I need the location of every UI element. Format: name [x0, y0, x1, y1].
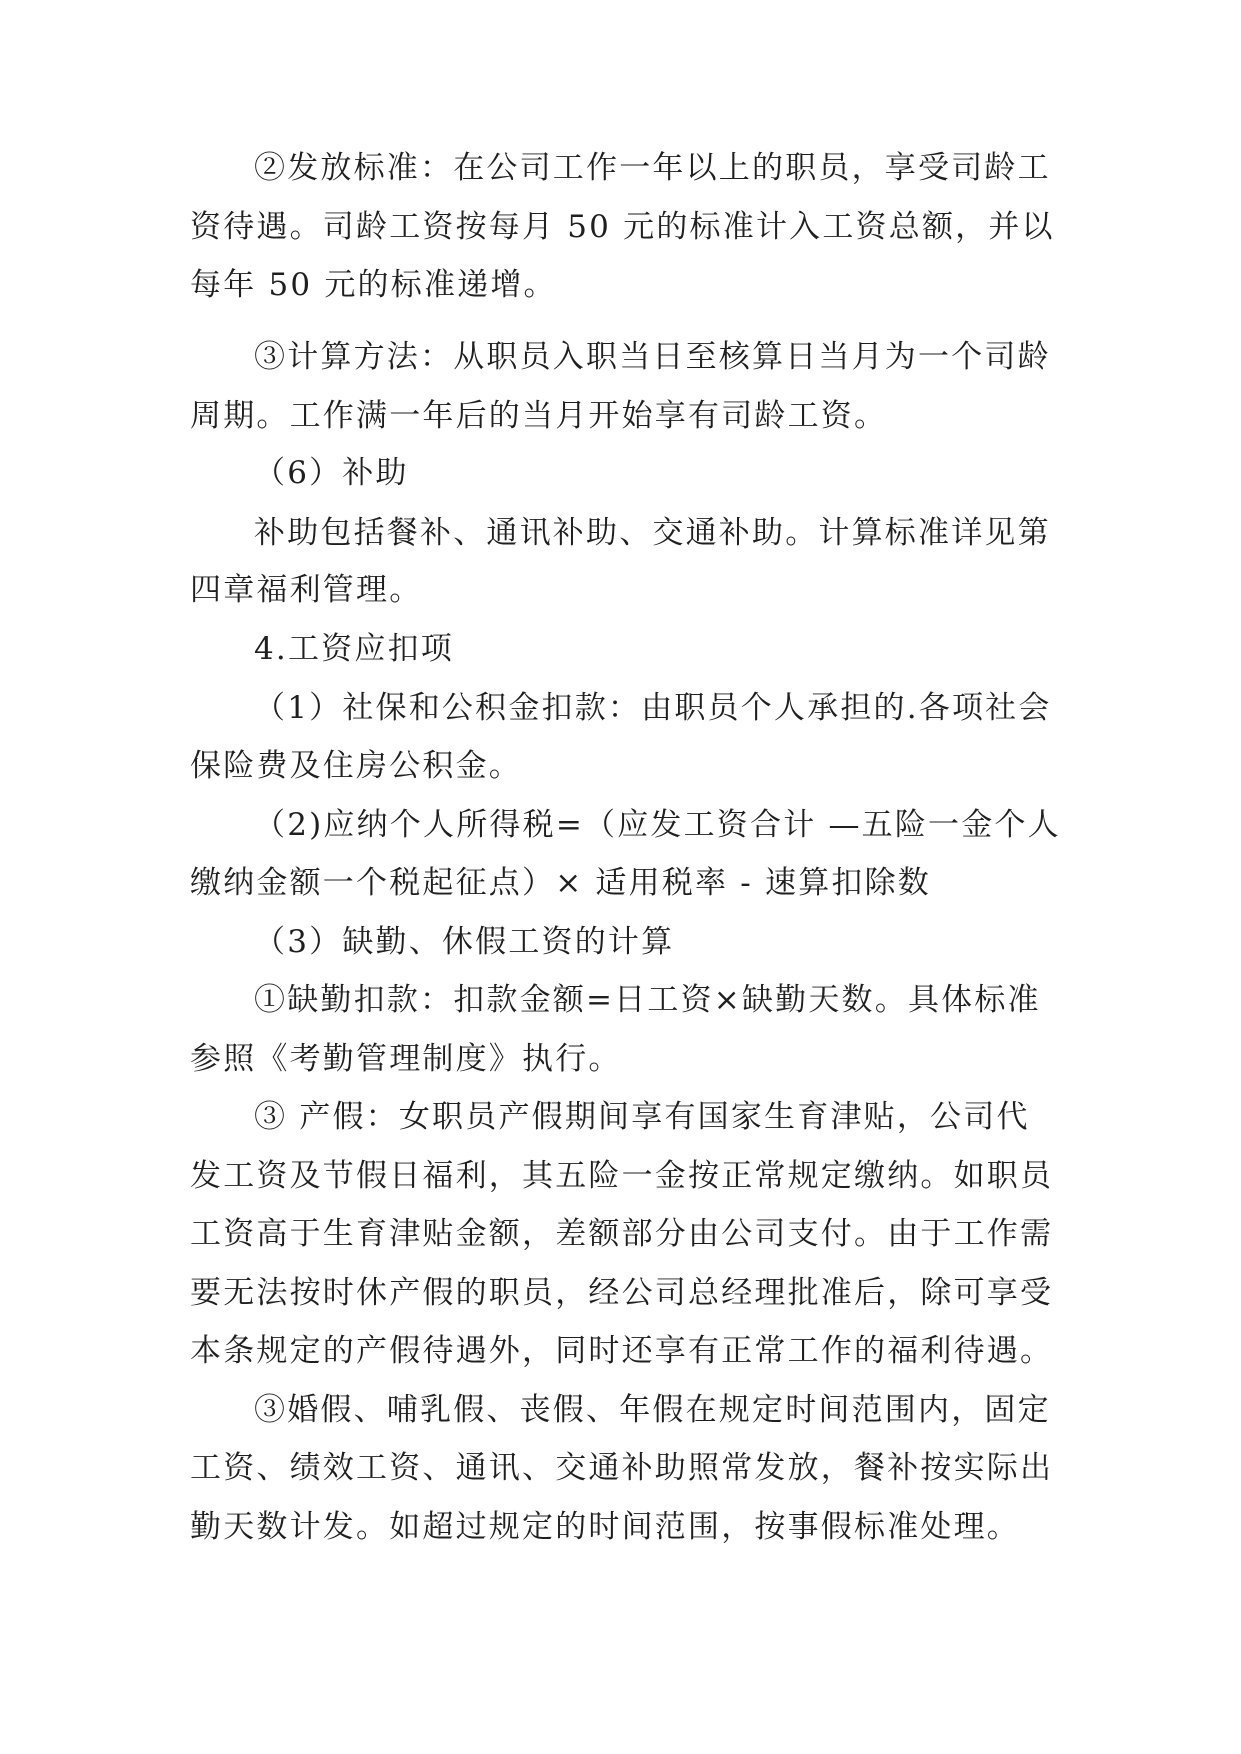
paragraph-line: ②发放标准：在公司工作一年以上的职员，享受司龄工 [254, 150, 1051, 186]
paragraph-line: 四章福利管理。 [190, 572, 423, 608]
paragraph-line: ③ 产假：女职员产假期间享有国家生育津贴，公司代 [254, 1099, 1030, 1135]
paragraph-line: 本条规定的产假待遇外，同时还享有正常工作的福利待遇。 [190, 1333, 1054, 1369]
paragraph-line: 勤天数计发。如超过规定的时间范围，按事假标准处理。 [190, 1509, 1020, 1545]
section-heading: （3）缺勤、休假工资的计算 [254, 924, 675, 960]
section-heading: 4.工资应扣项 [254, 631, 454, 667]
paragraph-line: 参照《考勤管理制度》执行。 [190, 1041, 622, 1077]
paragraph-line: ①缺勤扣款：扣款金额=日工资×缺勤天数。具体标准 [254, 982, 1041, 1018]
paragraph-line: ③婚假、哺乳假、丧假、年假在规定时间范围内，固定 [254, 1392, 1051, 1428]
paragraph-line: 工资、绩效工资、通讯、交通补助照常发放，餐补按实际出 [190, 1450, 1054, 1486]
section-heading: （6）补助 [254, 455, 409, 491]
paragraph-line: 保险费及住房公积金。 [190, 748, 522, 784]
paragraph-line: 资待遇。司龄工资按每月 50 元的标准计入工资总额，并以 [190, 209, 1055, 245]
paragraph-line: 工资高于生育津贴金额，差额部分由公司支付。由于工作需 [190, 1216, 1054, 1252]
paragraph-line: 补助包括餐补、通讯补助、交通补助。计算标准详见第 [254, 515, 1051, 551]
paragraph-line: 每年 50 元的标准递增。 [190, 267, 557, 303]
paragraph-line: （1）社保和公积金扣款：由职员个人承担的.各项社会 [254, 690, 1052, 726]
paragraph-line: 周期。工作满一年后的当月开始享有司龄工资。 [190, 398, 888, 434]
paragraph-line: ③计算方法：从职员入职当日至核算日当月为一个司龄 [254, 339, 1051, 375]
paragraph-line: 要无法按时休产假的职员，经公司总经理批准后，除可享受 [190, 1275, 1054, 1311]
paragraph-line: 发工资及节假日福利，其五险一金按正常规定缴纳。如职员 [190, 1158, 1054, 1194]
paragraph-line: 缴纳金额一个税起征点）× 适用税率 - 速算扣除数 [190, 865, 932, 901]
paragraph-line: （2)应纳个人所得税=（应发工资合计 —五险一金个人 [254, 807, 1061, 843]
